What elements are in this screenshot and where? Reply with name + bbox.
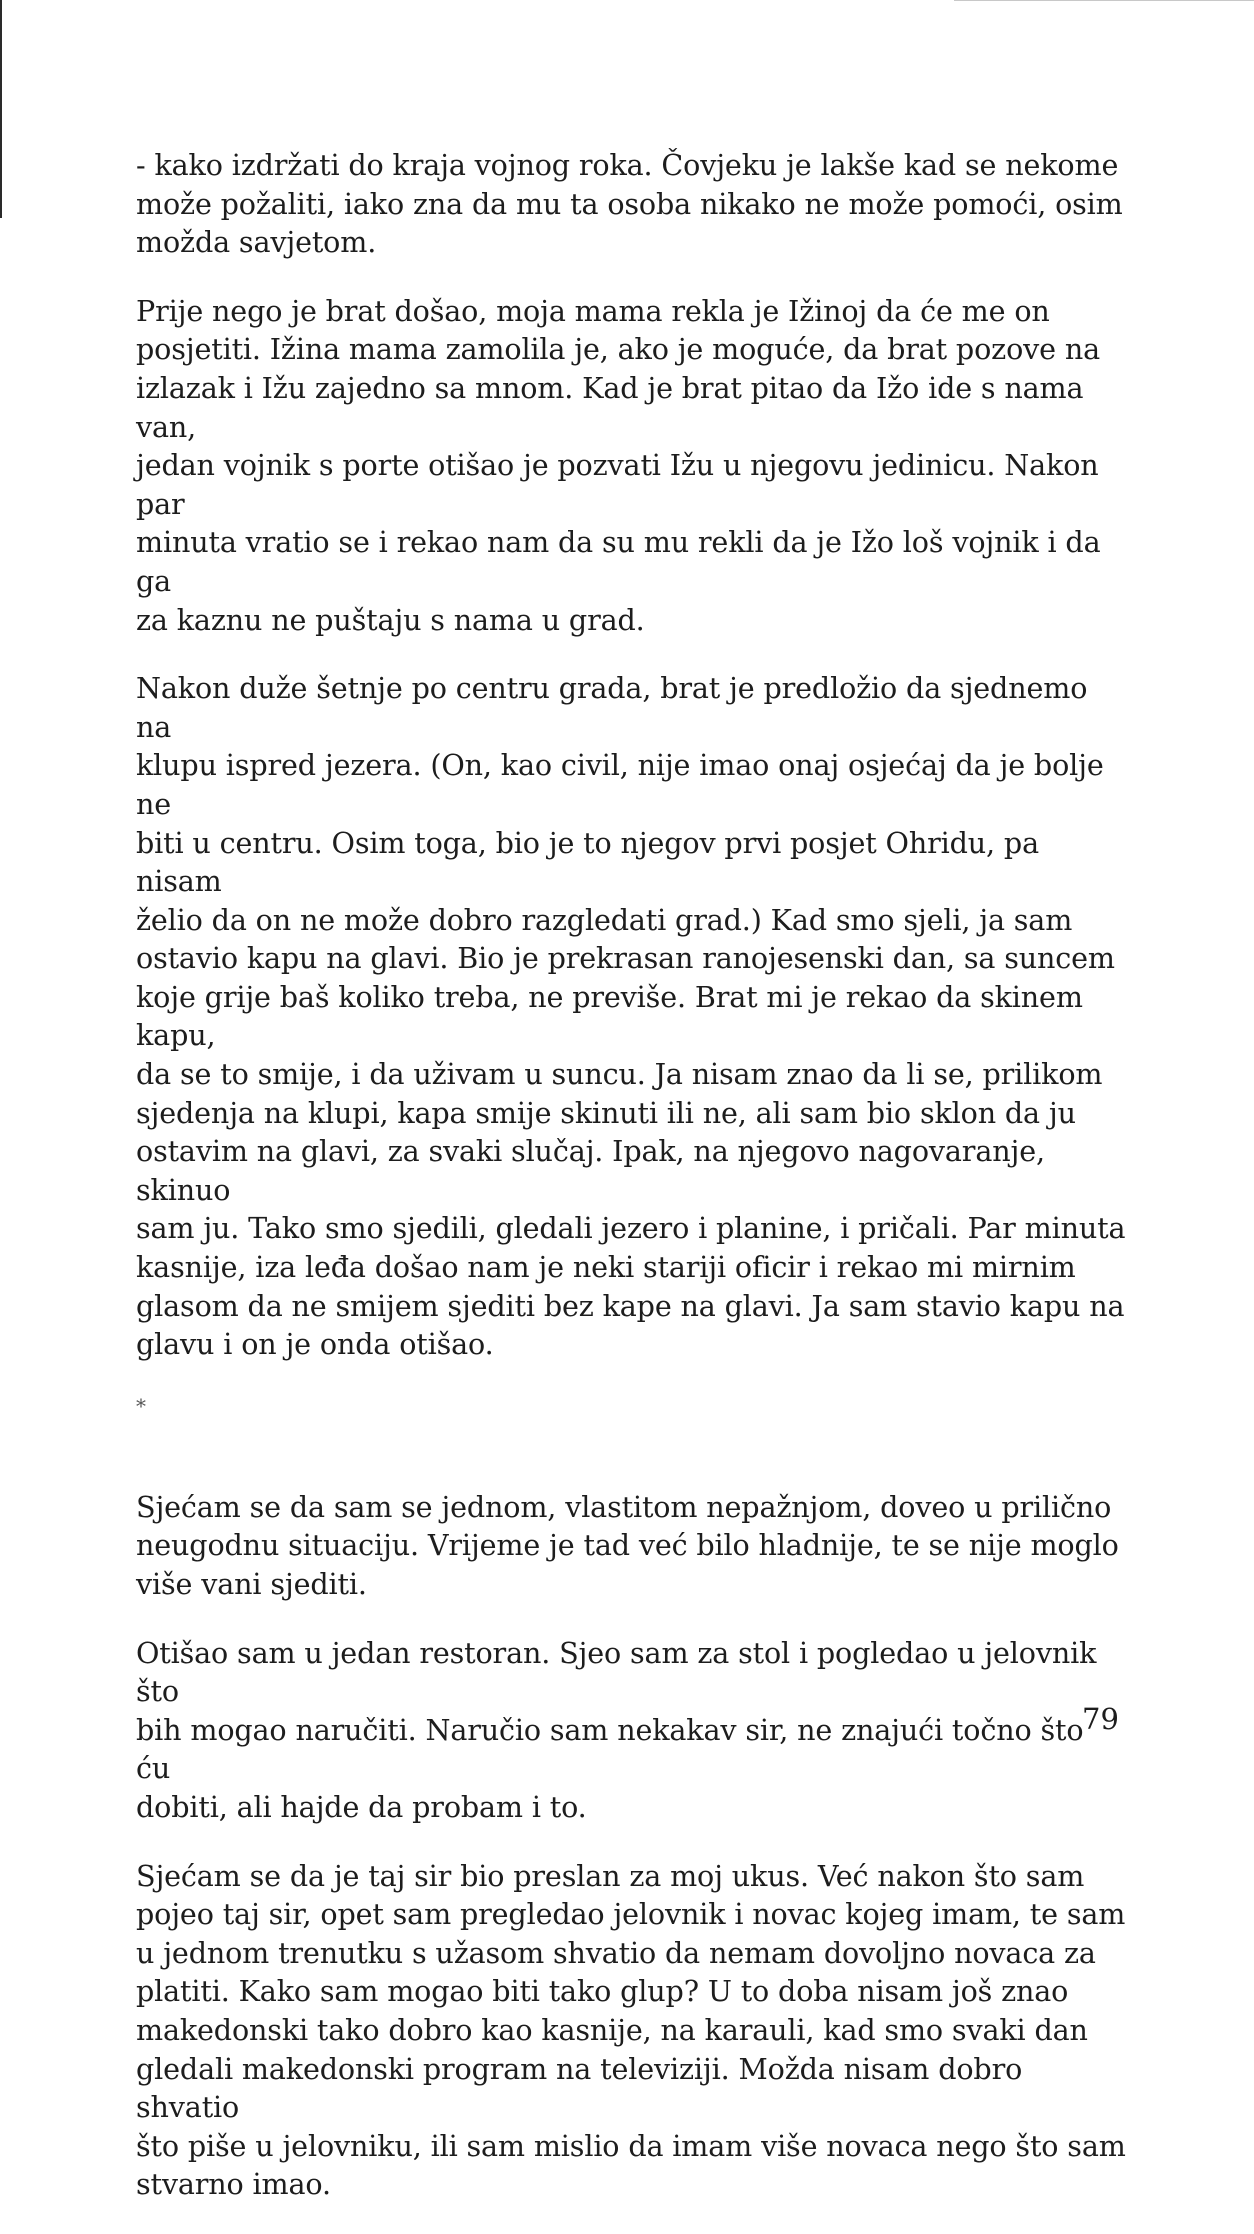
paragraph — [136, 292, 1126, 639]
text-line: može požaliti, iako zna da mu ta osoba nikako ne može pomoći, osim — [136, 186, 1123, 221]
scan-edge-left — [0, 0, 2, 218]
text-line: izlazak i Ižu zajedno sa mnom. Kad je brat pitao da Ižo ide s nama van, — [136, 370, 1084, 444]
paragraph — [136, 1634, 1126, 1827]
text-line: Sjećam se da sam se jednom, vlastitom nepažnjom, doveo u prilično — [136, 1489, 1112, 1524]
paragraph — [136, 1488, 1126, 1604]
text-line: pojeo taj sir, opet sam pregledao jelovnik i novac kojeg imam, te sam — [136, 1897, 1126, 1932]
text-line: - kako izdržati do kraja vojnog roka. Čovjeku je lakše kad se nekome — [136, 148, 1119, 182]
text-line: kasnije, iza leđa došao nam je neki stariji oficir i rekao mi mirnim — [136, 1250, 1076, 1285]
text-line: platiti. Kako sam mogao biti tako glup? U to doba nisam još znao — [136, 1974, 1069, 2009]
text-line: Prije nego je brat došao, moja mama rekla je Ižinoj da će me on — [136, 293, 1050, 328]
text-line: jedan vojnik s porte otišao je pozvati Ižu u njegovu jedinicu. Nakon par — [136, 448, 1099, 521]
page-number: 79 — [1082, 1702, 1119, 1736]
paragraph — [136, 1857, 1126, 2204]
text-line: posjetiti. Ižina mama zamolila je, ako je moguće, da brat pozove na — [136, 332, 1101, 367]
text-line: stvarno imao. — [136, 2167, 331, 2202]
text-line: što piše u jelovniku, ili sam mislio da imam više novaca nego što sam — [136, 2128, 1126, 2163]
text-line: glavu i on je onda otišao. — [136, 1327, 494, 1362]
text-line: makedonski tako dobro kao kasnije, na karauli, kad smo svaki dan — [136, 2012, 1088, 2047]
text-line: da se to smije, i da uživam u suncu. Ja nisam znao da li se, prilikom — [136, 1057, 1103, 1092]
section-separator: * — [136, 1393, 146, 1418]
text-line: možda savjetom. — [136, 225, 377, 260]
text-line: neugodnu situaciju. Vrijeme je tad već bilo hladnije, te se nije moglo — [136, 1528, 1119, 1563]
paragraph — [136, 146, 1126, 262]
text-line: glasom da ne smijem sjediti bez kape na glavi. Ja sam stavio kapu na — [136, 1288, 1125, 1323]
text-line: ostavio kapu na glavi. Bio je prekrasan ranojesenski dan, sa suncem — [136, 941, 1115, 976]
text-line: više vani sjediti. — [136, 1567, 367, 1601]
text-line: u jednom trenutku s užasom shvatio da nemam dovoljno novaca za — [136, 1935, 1096, 1970]
text-line: klupu ispred jezera. (On, kao civil, nije imao onaj osjećaj da je bolje ne — [136, 748, 1104, 821]
text-line: biti u centru. Osim toga, bio je to njegov prvi posjet Ohridu, pa nisam — [136, 825, 1039, 899]
scan-edge-top — [954, 0, 1254, 1]
text-line: Sjećam se da je taj sir bio preslan za moj ukus. Već nakon što sam — [136, 1858, 1085, 1893]
page-body — [136, 146, 1126, 2234]
text-line: Otišao sam u jedan restoran. Sjeo sam za stol i pogledao u jelovnik što — [136, 1635, 1097, 1709]
text-line: želio da on ne može dobro razgledati grad.) Kad smo sjeli, ja sam — [136, 902, 1073, 937]
text-line: minuta vratio se i rekao nam da su mu rekli da je Ižo loš vojnik i da ga — [136, 525, 1101, 598]
text-line: sam ju. Tako smo sjedili, gledali jezero i planine, i pričali. Par minuta — [136, 1211, 1126, 1246]
text-line: Nakon duže šetnje po centru grada, brat je predložio da sjednemo na — [136, 671, 1088, 744]
text-line: ostavim na glavi, za svaki slučaj. Ipak, na njegovo nagovaranje, skinuo — [136, 1134, 1045, 1207]
text-line: sjedenja na klupi, kapa smije skinuti ili ne, ali sam bio sklon da ju — [136, 1095, 1076, 1130]
text-line: za kaznu ne puštaju s nama u grad. — [136, 602, 645, 637]
text-line: bih mogao naručiti. Naručio sam nekakav sir, ne znajući točno što ću — [136, 1712, 1084, 1786]
text-line: koje grije baš koliko treba, ne previše. Brat mi je rekao da skinem kapu, — [136, 979, 1083, 1053]
paragraph — [136, 669, 1126, 1364]
text-line: dobiti, ali hajde da probam i to. — [136, 1789, 587, 1824]
text-line: gledali makedonski program na televiziji. Možda nisam dobro shvatio — [136, 2051, 1023, 2125]
